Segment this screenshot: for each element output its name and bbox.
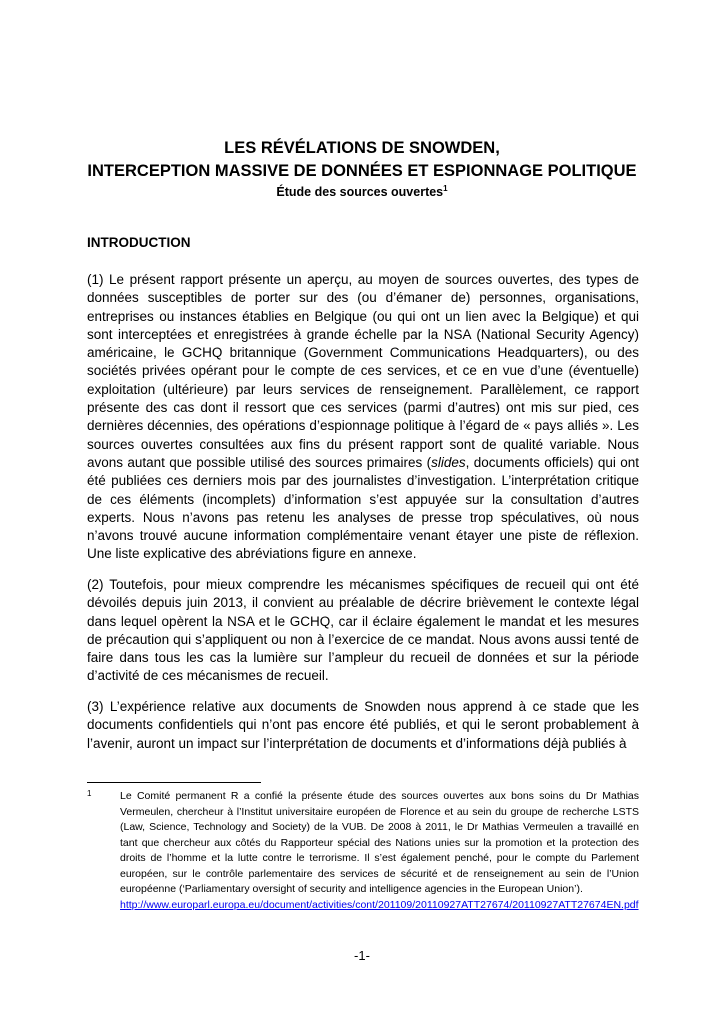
paragraph-1-part-1: (1) Le présent rapport présente un aperçu, au moyen de sources ouvertes, des types de données susceptibles de porter sur des (ou d’émaner de) personnes, organisations, entreprises ou instances établies en Belgique (ou qui ont un lien avec la Belgique) et qui sont interceptées et enregistrées à grande échelle par la NSA (National Security Agency) américaine, le GCHQ britannique (Government Communications Headquarters), ou des sociétés privées opérant pour le compte de ces services, et ce en vue d’une (éventuelle) exploitation (ultérieure) par leurs services de renseignement. Parallèlement, ce rapport présente des cas dont il ressort que ces services (parmi d’autres) ont mis sur pied, ces dernières décennies, des opérations d’espionnage politique à l’égard de « pays alliés ». Les sources ouvertes consultées aux fins du présent rapport sont de qualité variable. Nous avons autant que possible utilisé des sources primaires ( [87,272,639,470]
footnote-body: Le Comité permanent R a confié la présente étude des sources ouvertes aux bons soins du Dr Mathias Vermeulen, chercheur à l’Institut universitaire européen de Florence et au sein du groupe de recherche LSTS (Law, Science, Technology and Society) de la VUB. De 2008 à 2011, le Dr Mathias Vermeulen a travaillé en tant que chercheur aux côtés du Rapporteur spécial des Nations unies sur la promotion et la protection des droits de l’homme et la lutte contre le terrorisme. Il s’est également penché, pour le compte du Parlement européen, sur le contrôle parlementaire des services de sécurité et de renseignement au sein de l’Union européenne (‘Parliamentary oversight of security and intelligence agencies in the European Union’). [120,790,639,895]
document-subtitle [60,184,664,200]
subtitle-text: Étude des sources ouvertes [276,185,444,199]
section-heading: INTRODUCTION [87,235,191,250]
document-title-line-2: INTERCEPTION MASSIVE DE DONNÉES ET ESPIONNAGE POLITIQUE [87,162,637,180]
paragraph-2: (2) Toutefois, pour mieux comprendre les mécanismes spécifiques de recueil qui ont été dévoilés depuis juin 2013, il convient au préalable de décrire brièvement le contexte légal dans lequel opèrent la NSA et le GCHQ, car il éclaire également le mandat et les mesures de précaution qui s’appliquent ou non à l’exercice de ce mandat. Nous avons aussi tenté de faire dans tous les cas la lumière sur l’ampleur du recueil de données et sur la période d’activité de ces mécanismes de recueil. [87,577,639,684]
paragraph-1 [87,271,639,564]
paragraph-1-italic: slides [431,454,466,470]
paragraph-1-part-2: , documents officiels) qui ont été publiées ces derniers mois par des journalistes d’investigation. L’interprétation critique de ces éléments (incomplets) d’information s’est appuyée sur la consultation d’autres experts. Nous n’avons pas retenu les analyses de presse trop spéculatives, où nous n’avons trouvé aucune information complémentaire venant étayer une piste de réflexion. Une liste explicative des abréviations figure en annexe. [87,454,639,562]
footnote-separator [87,782,261,783]
document-title-line-1: LES RÉVÉLATIONS DE SNOWDEN, [224,139,500,157]
subtitle-footnote-ref: 1 [443,183,448,193]
footnote-text [120,789,639,913]
page-number: -1- [354,948,370,963]
paragraph-3: (3) L’expérience relative aux documents de Snowden nous apprend à ce stade que les documents confidentiels qui n’ont pas encore été publiés, et qui le seront probablement à l’avenir, auront un impact sur l’interprétation de documents et d’informations déjà publiés à [87,699,639,751]
footnote-link[interactable]: http://www.europarl.europa.eu/document/activities/cont/201109/20110927ATT27674/20110927ATT27674EN.pdf [120,898,639,911]
footnote-number: 1 [87,789,92,798]
